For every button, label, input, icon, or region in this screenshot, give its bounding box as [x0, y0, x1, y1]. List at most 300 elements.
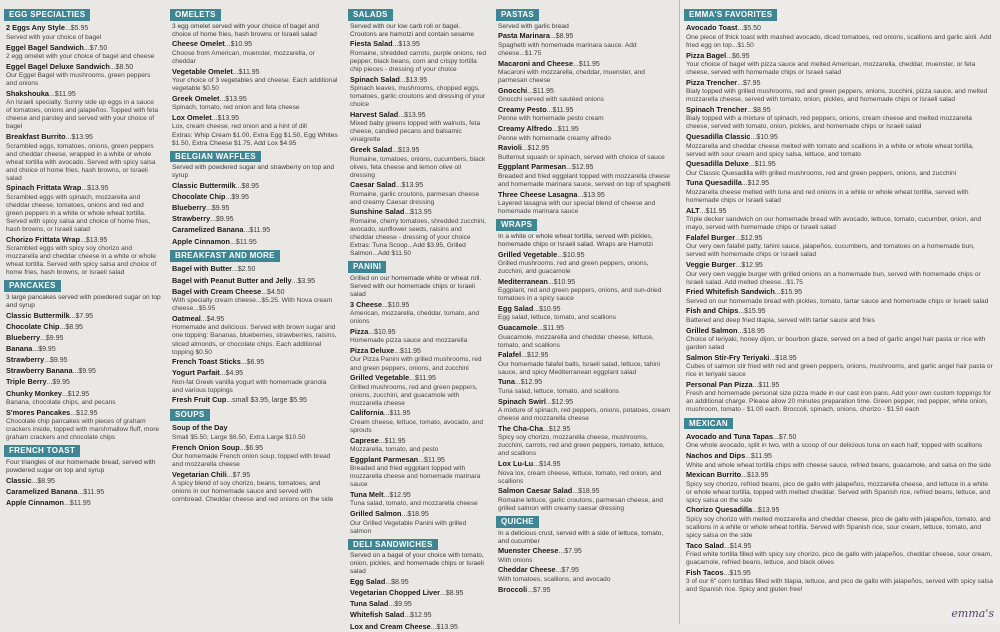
menu-item: [350, 456, 487, 490]
menu-item: [6, 236, 161, 278]
item-name: Veggie Burger: [686, 260, 736, 269]
menu-column-1: [0, 0, 166, 624]
item-name: Strawberry: [172, 214, 211, 224]
menu-item: [6, 488, 161, 498]
menu-item: [172, 396, 339, 406]
item-price: ...$9.95: [206, 205, 230, 213]
menu-item: [350, 409, 487, 435]
item-description: Bialy topped with grilled mushrooms, red and green peppers, onions, zucchini, pizza sauce, and melted mozzarella cheese, served with tomato, onion, pickles, and homemade chips or Israeli salad: [686, 88, 988, 104]
item-price: ...$11.95: [49, 90, 76, 98]
menu-item: [498, 351, 674, 377]
item-description: One piece of thick toast with mashed avocado, diced tomatoes, red onions, scallions and garlic aioli. Add fried egg on top...$1.50: [686, 33, 992, 49]
item-price: ...$13.95: [741, 472, 769, 480]
menu-column-4: [492, 0, 680, 624]
item-price: ...$13.95: [392, 147, 420, 155]
menu-item: [498, 87, 674, 105]
item-price: ...$11.95: [394, 347, 421, 355]
item-price: ...$9.95: [32, 346, 56, 354]
menu-section: [350, 258, 487, 536]
item-name: Eggel Bagel Sandwich: [6, 42, 84, 52]
item-name: Blueberry: [172, 203, 207, 213]
menu-section: [686, 415, 995, 595]
item-price: ...$7.95: [226, 471, 251, 479]
menu-item: [172, 40, 339, 66]
menu-item: [350, 611, 487, 621]
item-description: American, mozzarella, cheddar, tomato, and onions: [350, 310, 480, 326]
item-price: ...$13.95: [219, 95, 247, 103]
menu-item: [686, 354, 995, 380]
item-name: Muenster Cheese: [498, 546, 559, 556]
item-name: 2 Eggs Any Style: [6, 23, 65, 33]
menu-item: [172, 68, 339, 94]
item-price: ...$4.95: [200, 315, 225, 323]
item-description: Our homemade falafel balls, Israeli salad, lettuce, tahini sauce, and spicy Mediterranean eggplant salad: [498, 360, 660, 376]
item-price: ...$12.95: [514, 379, 543, 387]
item-description: Our Grilled Vegetable Panini with grilled salmon: [350, 519, 467, 535]
item-name: Spinach Salad: [350, 74, 400, 84]
section-note: Served with our low carb roll or bagel. Croutons are hamotzi and contain sesame: [350, 22, 474, 38]
item-description: Our Eggel Bagel with mushrooms, green peppers and onions: [6, 72, 151, 88]
item-price: ...$7.95: [527, 586, 551, 594]
section-header: DELI SANDWICHES: [348, 539, 438, 551]
item-name: Cheese Omelet: [172, 39, 225, 49]
menu-section: [498, 6, 674, 216]
item-price: ...$13.95: [577, 191, 605, 199]
item-name: Spinach Trencher: [686, 104, 748, 114]
item-name: Whitefish Salad: [350, 610, 405, 620]
item-name: Grilled Vegetable: [498, 249, 558, 259]
item-description: Scrambled eggs with spicy soy chorizo and mozzarella and cheddar cheese in a white or whole wheat tortilla. Served with spicy salsa and choice of home fries, hash browns, or Israeli salad: [6, 245, 157, 277]
item-description: Romaine lettuce, garlic croutons, parmesan cheese, and grilled salmon with creamy caesar dressing: [498, 496, 663, 512]
menu-item: [172, 204, 339, 214]
item-name: Salmon Caesar Salad: [498, 486, 573, 496]
item-name: Shakshouka: [6, 88, 49, 98]
menu-item: [172, 369, 339, 395]
section-header: QUICHE: [496, 516, 539, 528]
section-note: Extras: Tuna Scoop...Add $3.95, Grilled Salmon...Add $11.50: [350, 242, 466, 258]
item-description: Fresh and homemade personal size pizza made in our cast iron pans. Add your own custom toppings for an additional charge. Please allow 20 minutes preparation time. Green pepper, red pepper, white onion, mushroom, tomato - $1.00 each. Broccoli, spinach, onions, chorizo - $1.50 each: [686, 390, 991, 414]
item-description: Mozzarella cheese melted with tuna and red onions in a white or whole wheat tortilla, served with homemade chips or Israeli salad: [686, 188, 969, 204]
menu-item: [6, 334, 161, 344]
item-price: ...$5.95: [64, 25, 89, 33]
section-note: Four triangles of our homemade bread, served with powdered sugar on top and syrup: [6, 459, 156, 475]
item-price: ...$18.95: [737, 327, 765, 335]
menu-item: [686, 506, 995, 540]
menu-item: [350, 510, 487, 536]
menu-section: [686, 6, 995, 415]
item-price: ...$12.95: [741, 180, 770, 188]
item-name: Caesar Salad: [350, 180, 396, 190]
item-price: ...$11.95: [232, 68, 260, 76]
menu-item: [6, 323, 161, 333]
item-description: Breaded and fried eggplant topped with mozzarella cheese and homemade marinara sauce: [350, 465, 481, 489]
section-note: In a delicious crust, served with a side of lettuce, tomato, and cucumber: [498, 529, 664, 545]
item-price: ...$6.95: [726, 52, 750, 60]
item-price: ...$4.50: [261, 288, 285, 296]
item-price: ...$10.95: [557, 251, 585, 259]
item-name: Bagel with Peanut Butter and Jelly: [172, 275, 292, 285]
item-name: Fried Whitefish Sandwich: [686, 287, 775, 297]
item-description: Scrambled eggs with spinach, mozzarella and cheddar cheese, tomatoes, onions and red and green peppers in a white or whole wheat tortilla. Served with spicy salsa and choice of home fries, hash browns, or Israeli salad: [6, 193, 151, 234]
item-price: ...$11.95: [745, 453, 772, 460]
item-name: Spinach Frittata Wrap: [6, 183, 82, 193]
menu-item: [6, 378, 161, 388]
menu-section: [6, 442, 161, 508]
item-name: Chorizo Frittata Wrap: [6, 234, 81, 244]
section-note: 3 egg omelet served with your choice of bagel and choice of home fries, hash browns or Israeli salad: [172, 22, 319, 38]
item-price: ...$10.95: [368, 328, 396, 336]
menu-item: [498, 378, 674, 396]
menu-item: [498, 106, 674, 124]
item-price: ...$3.95: [291, 277, 315, 285]
menu-item: [172, 182, 339, 192]
item-description: Nova lox, cream cheese, lettuce, tomato, red onion, and scallions: [498, 469, 662, 485]
item-price: ...$11.95: [699, 207, 727, 215]
item-name: Guacamole: [498, 323, 538, 333]
item-price: ...$9.95: [72, 368, 96, 376]
section-header: PANINI: [348, 261, 386, 273]
item-description: Gnocchi served with sautéed onions: [498, 96, 604, 104]
item-price: ...$11.95: [409, 375, 436, 383]
menu-item: [172, 265, 339, 275]
item-description: Penne with homemade pesto cream: [498, 115, 604, 123]
menu-item: [6, 133, 161, 183]
menu-item: [498, 487, 674, 513]
menu-item: [172, 114, 339, 132]
item-description: White and whole wheat tortilla chips with cheese sauce, refried beans, guacamole, and salsa on the side: [686, 461, 991, 469]
menu-item: [6, 390, 161, 408]
menu-item: [172, 444, 339, 470]
section-header: SALADS: [348, 9, 393, 21]
item-name: Fresh Fruit Cup: [172, 395, 227, 405]
section-note: 3 large pancakes served with powdered sugar on top and syrup: [6, 294, 161, 310]
item-name: Grilled Vegetable: [350, 373, 410, 383]
menu-section: [172, 148, 339, 248]
menu-item: [686, 160, 995, 178]
menu-item: [686, 471, 995, 505]
menu-item: [172, 358, 339, 368]
menu-item: [172, 226, 339, 236]
item-price: ...$13.95: [398, 111, 426, 119]
menu-item: [498, 163, 674, 189]
item-name: Apple Cinnamon: [6, 498, 64, 508]
section-header: PASTAS: [496, 9, 539, 21]
item-description: Our Classic Quesadilla with grilled mushrooms, red and green peppers, onions, and zucchini: [686, 169, 957, 177]
item-name: Gnocchi: [498, 85, 528, 95]
menu-item: [172, 277, 339, 287]
item-name: Breakfast Burrito: [6, 132, 66, 142]
item-price: ...$10.95: [224, 41, 252, 49]
item-name: Soup of the Day: [172, 423, 228, 433]
item-description: Choice of teriyaki, honey dijon, or bourbon glaze, served on a bed of garlic angel hair pasta or rice with garden salad: [686, 336, 986, 352]
item-description: Non-fat Greek vanilla yogurt with homemade granola and various toppings: [172, 378, 327, 394]
item-price: ...$13.95: [404, 209, 432, 217]
section-header: MEXICAN: [684, 418, 733, 430]
menu-item: [498, 60, 674, 86]
item-description: Penne with homemade creamy alfredo: [498, 134, 611, 142]
item-description: Bialy topped with a mixture of spinach, red peppers, onions, cream cheese and melted mozzarella cheese, served with tomato, onion, pickles, and homemade chips or Israeli salad: [686, 115, 972, 131]
section-note: Served on a bagel of your choice with tomato, onion, pickles, and homemade chips or Israeli salad: [350, 552, 484, 576]
menu-item: [6, 345, 161, 355]
item-name: Strawberry Banana: [6, 366, 73, 376]
item-price: ...$8.95: [31, 477, 55, 485]
item-description: With specialty cream cheese...$5.25. With Nova cream cheese...$5.95: [172, 297, 333, 313]
item-price: ...$7.50: [83, 44, 108, 52]
menu-item: [350, 600, 487, 610]
item-name: Caramelized Banana: [6, 486, 78, 496]
item-price: ...$12.95: [521, 352, 549, 360]
item-name: ALT: [686, 205, 700, 215]
menu-section: [498, 216, 674, 513]
item-description: Lox, cream cheese, red onion and a hint of dill: [172, 123, 307, 131]
item-name: Greek Omelet: [172, 93, 220, 103]
item-description: A spicy blend of soy chorizo, beans, tomatoes, and onions in our homemade sauce and served with cornbread. Cheddar cheese and red onions on the side: [172, 480, 334, 504]
item-description: Cream cheese, lettuce, tomato, avocado, and sprouts: [350, 418, 484, 434]
item-price: ...$4.95: [219, 370, 244, 378]
item-name: Macaroni and Cheese: [498, 58, 574, 68]
item-price: ...$14.95: [723, 542, 752, 550]
item-name: Classic: [6, 475, 32, 485]
menu-item: [172, 215, 339, 225]
item-price: ...$13.95: [81, 185, 109, 193]
section-header: EMMA'S FAVORITES: [684, 9, 777, 21]
menu-item: [498, 425, 674, 459]
menu-item: [498, 191, 674, 217]
menu-item: [6, 409, 161, 443]
menu-item: [686, 52, 995, 78]
item-price: ...$11.95: [573, 60, 600, 68]
menu-item: [686, 179, 995, 205]
item-name: Apple Cinnamon: [172, 236, 230, 246]
item-price: ...$15.95: [723, 569, 751, 577]
item-name: Lox and Cream Cheese: [350, 621, 431, 631]
item-description: Butternut squash or spinach, served with choice of sauce: [498, 153, 665, 161]
menu-item: [350, 208, 487, 242]
item-name: Pizza Trencher: [686, 77, 738, 87]
menu-section: [498, 513, 674, 595]
menu-section: [172, 247, 339, 406]
item-description: An Israeli specialty. Sunny side up eggs in a sauce of tomatoes, onions and jalapeños. Topped with feta cheese and parsley and served with your choice of bagel: [6, 99, 159, 131]
item-description: Spicy soy chorizo, mozzarella cheese, mushrooms, zucchini, carrots, red and green peppers, tomato, lettuce, and scallions: [498, 434, 665, 458]
menu-item: [172, 424, 339, 442]
item-price: ...$11.95: [752, 381, 780, 389]
item-description: Spicy soy chorizo with melted mozzarella and cheddar cheese, pico de gallo with jalapeños, tomato, and scallions in a white or whole wheat tortilla. Served with Spanish rice, sour cream, lettuce, tomato, and spicy salsa on the side: [686, 515, 991, 539]
menu-item: [172, 238, 339, 248]
item-price: ...$6.95: [240, 359, 265, 367]
item-name: Chunky Monkey: [6, 388, 62, 398]
item-price: ...$8.95: [235, 182, 260, 190]
item-price: ...$10.95: [750, 134, 778, 142]
menu-section: [350, 536, 487, 632]
menu-item: [498, 566, 674, 584]
item-name: Avocado Toast: [686, 23, 738, 33]
item-description: Spinach, tomato, red onion and feta cheese: [172, 104, 300, 112]
section-header: SOUPS: [170, 409, 210, 421]
item-price: ...$11.95: [243, 227, 271, 235]
item-price: ...$9.95: [388, 601, 412, 609]
menu-item: [498, 324, 674, 350]
item-name: Ravioli: [498, 143, 522, 153]
menu-item: [498, 278, 674, 304]
menu-item: [172, 288, 339, 314]
item-name: Egg Salad: [350, 577, 386, 587]
item-description: With onions: [498, 556, 533, 564]
item-name: Falafel Burger: [686, 232, 736, 242]
menu-item: [498, 144, 674, 162]
item-name: Bagel with Butter: [172, 264, 232, 274]
item-description: One whole avocado, split in two, with a scoop of our delicious tuna on each half, topped with scallions: [686, 442, 983, 450]
item-price: ...$11.95: [63, 500, 91, 508]
item-price: ...$18.95: [572, 488, 600, 496]
menu-item: [350, 491, 487, 509]
item-price: ...$7.95: [558, 548, 582, 556]
item-price: ...$8.95: [747, 106, 771, 114]
item-description: Served with your choice of bagel: [6, 33, 102, 41]
item-price: ...$9.95: [40, 334, 64, 342]
menu-item: [350, 40, 487, 74]
item-description: Our homemade French onion soup, topped with bread and mozzarella cheese: [172, 453, 331, 469]
item-name: Three Cheese Lasagna: [498, 189, 578, 199]
item-price: ...$7.95: [555, 567, 579, 575]
item-description: Small $5.50, Large $6.50, Extra Large $10.50: [172, 433, 306, 441]
menu-column-5: [680, 0, 1000, 624]
item-description: Breaded and fried eggplant topped with mozzarella cheese and homemade marinara sauce, served on top of spaghetti: [498, 172, 671, 188]
item-name: Caprese: [350, 435, 379, 445]
section-header: PANCAKES: [4, 280, 61, 292]
item-price: ...$5.50: [737, 25, 761, 33]
menu-item: [686, 542, 995, 568]
menu-item: [6, 184, 161, 234]
section-header: BELGIAN WAFFLES: [170, 151, 261, 163]
item-price: ...$8.50: [109, 63, 134, 71]
menu-item: [350, 347, 487, 373]
item-price: ...$15.95: [738, 308, 766, 316]
menu-item: [6, 356, 161, 366]
item-description: A mixture of spinach, red peppers, onions, potatoes, cream cheese and mozzarella cheese: [498, 407, 671, 423]
item-price: ...$12.95: [70, 409, 98, 417]
item-description: Romaine, garlic croutons, parmesan cheese and creamy Caesar dressing: [350, 190, 480, 206]
item-name: Pizza Deluxe: [350, 345, 395, 355]
item-name: Caramelized Banana: [172, 225, 244, 235]
menu-item: [498, 586, 674, 596]
item-description: Grilled mushrooms, red and green peppers, onions, zucchini, and guacamole: [498, 260, 649, 276]
menu-item: [350, 76, 487, 110]
menu-item: [350, 578, 487, 588]
menu-item: [350, 181, 487, 207]
item-description: Our very own falafel patty, tahini sauce, jalapeños, cucumbers, and tomatoes on a homemade bun, served with homemade chips or Israeli salad: [686, 243, 975, 259]
menu-item: [686, 569, 995, 595]
menu-item: [498, 305, 674, 323]
menu-item: [350, 301, 487, 327]
item-price: ...$11.95: [527, 87, 554, 95]
menu-item: [498, 125, 674, 143]
menu-item: [686, 452, 995, 470]
item-price: ...$9.95: [46, 379, 70, 387]
item-name: Banana: [6, 344, 33, 354]
item-description: Tuna salad, lettuce, tomato, and scallions: [498, 388, 620, 395]
item-name: Creamy Pesto: [498, 104, 547, 114]
section-note: Served with garlic bread: [498, 22, 569, 30]
item-description: Cubes of salmon stir fried with red and green peppers, onions, mushrooms, and garlic angel hair pasta or rice in teriyaki sauce: [686, 363, 993, 379]
item-price: ...$13.95: [752, 507, 780, 515]
item-price: ...$14.95: [533, 461, 561, 469]
item-price: ...$12.95: [521, 145, 550, 153]
item-name: Lox Lu-Lu: [498, 459, 534, 469]
item-price: ...$13.95: [211, 114, 239, 122]
item-name: Falafel: [498, 350, 522, 360]
item-price: ...$6.95: [239, 444, 264, 452]
item-name: Spinach Swirl: [498, 396, 546, 406]
item-description: Tuna salad, tomato, and mozzarella cheese: [350, 500, 478, 508]
item-price: ...$13.95: [392, 41, 420, 49]
item-description: 2 egg omelet with your choice of bagel and cheese: [6, 53, 155, 61]
item-description: Mozzarella, tomato, and pesto: [350, 446, 439, 454]
item-price: ...$7.50: [773, 433, 797, 441]
item-price: ...$9.95: [44, 357, 68, 365]
item-price: ...$11.95: [546, 106, 574, 114]
menu-item: [350, 623, 487, 632]
item-name: Lox Omelet: [172, 112, 212, 122]
item-description: Your choice of 3 vegetables and cheese. Each additional vegetable $0.50: [172, 77, 338, 93]
menu-section: [172, 6, 339, 132]
item-description: Chocolate chip pancakes with pieces of graham crackers inside, topped with marshmallow fluff, more graham crackers and chocolate chips: [6, 418, 160, 442]
menu-item: [350, 374, 487, 408]
section-header: WRAPS: [496, 219, 537, 231]
menu-section: [350, 242, 487, 258]
item-price: ...$12.95: [566, 164, 594, 172]
item-name: Grilled Salmon: [686, 325, 738, 335]
menu-item: [498, 460, 674, 486]
menu-item: [172, 193, 339, 203]
item-description: Romaine, tomatoes, onions, cucumbers, black olives, feta cheese and lemon olive oil dressing: [350, 155, 486, 179]
menu-item: [686, 106, 995, 132]
item-name: Chorizo Quesadilla: [686, 505, 753, 515]
menu-item: [6, 312, 161, 322]
item-name: French Onion Soup: [172, 442, 240, 452]
item-name: Cheddar Cheese: [498, 565, 556, 575]
menu-item: [6, 44, 161, 62]
item-name: Bagel with Cream Cheese: [172, 286, 262, 296]
item-description: Layered lasagna with our special blend of cheese and homemade marinara sauce: [498, 200, 656, 216]
menu-item: [686, 327, 995, 353]
menu-item: [686, 207, 995, 233]
item-price: ...$2.50: [232, 266, 256, 274]
item-name: Nachos and Dips: [686, 451, 746, 460]
item-description: Egg salad, lettuce, tomato, and scallions: [498, 314, 617, 322]
item-price: ...$11.95: [537, 325, 565, 333]
item-price: ...$11.95: [748, 161, 776, 169]
item-price: ...$18.95: [401, 511, 429, 519]
item-name: Chocolate Chip: [172, 192, 226, 202]
item-name: Greek Salad: [350, 145, 393, 155]
item-description: Homemade pizza sauce and mozzarella: [350, 337, 468, 345]
item-name: Salmon Stir-Fry Teriyaki: [686, 352, 770, 362]
menu-item: [686, 133, 995, 159]
item-description: Homemade and delicious. Served with brown sugar and one topping: Bananas, blueberries, strawberries, raisins, sliced almonds, or chocolate chips. Each additional topping $0.50: [172, 324, 337, 356]
item-price: ...$13.95: [430, 623, 458, 631]
section-header: FRENCH TOAST: [4, 445, 80, 457]
menu-item: [686, 261, 995, 287]
item-price: ...$12.95: [543, 425, 571, 433]
item-name: Eggplant Parmesan: [350, 454, 419, 464]
menu-item: [498, 547, 674, 565]
menu-item: [6, 24, 161, 42]
item-description: Choose from American, muenster, mozzarella, or cheddar: [172, 49, 315, 65]
item-price: ...$9.95: [225, 194, 249, 202]
item-name: Broccoli: [498, 584, 528, 594]
item-name: Fish Tacos: [686, 567, 724, 577]
item-name: Pasta Marinara: [498, 31, 550, 41]
